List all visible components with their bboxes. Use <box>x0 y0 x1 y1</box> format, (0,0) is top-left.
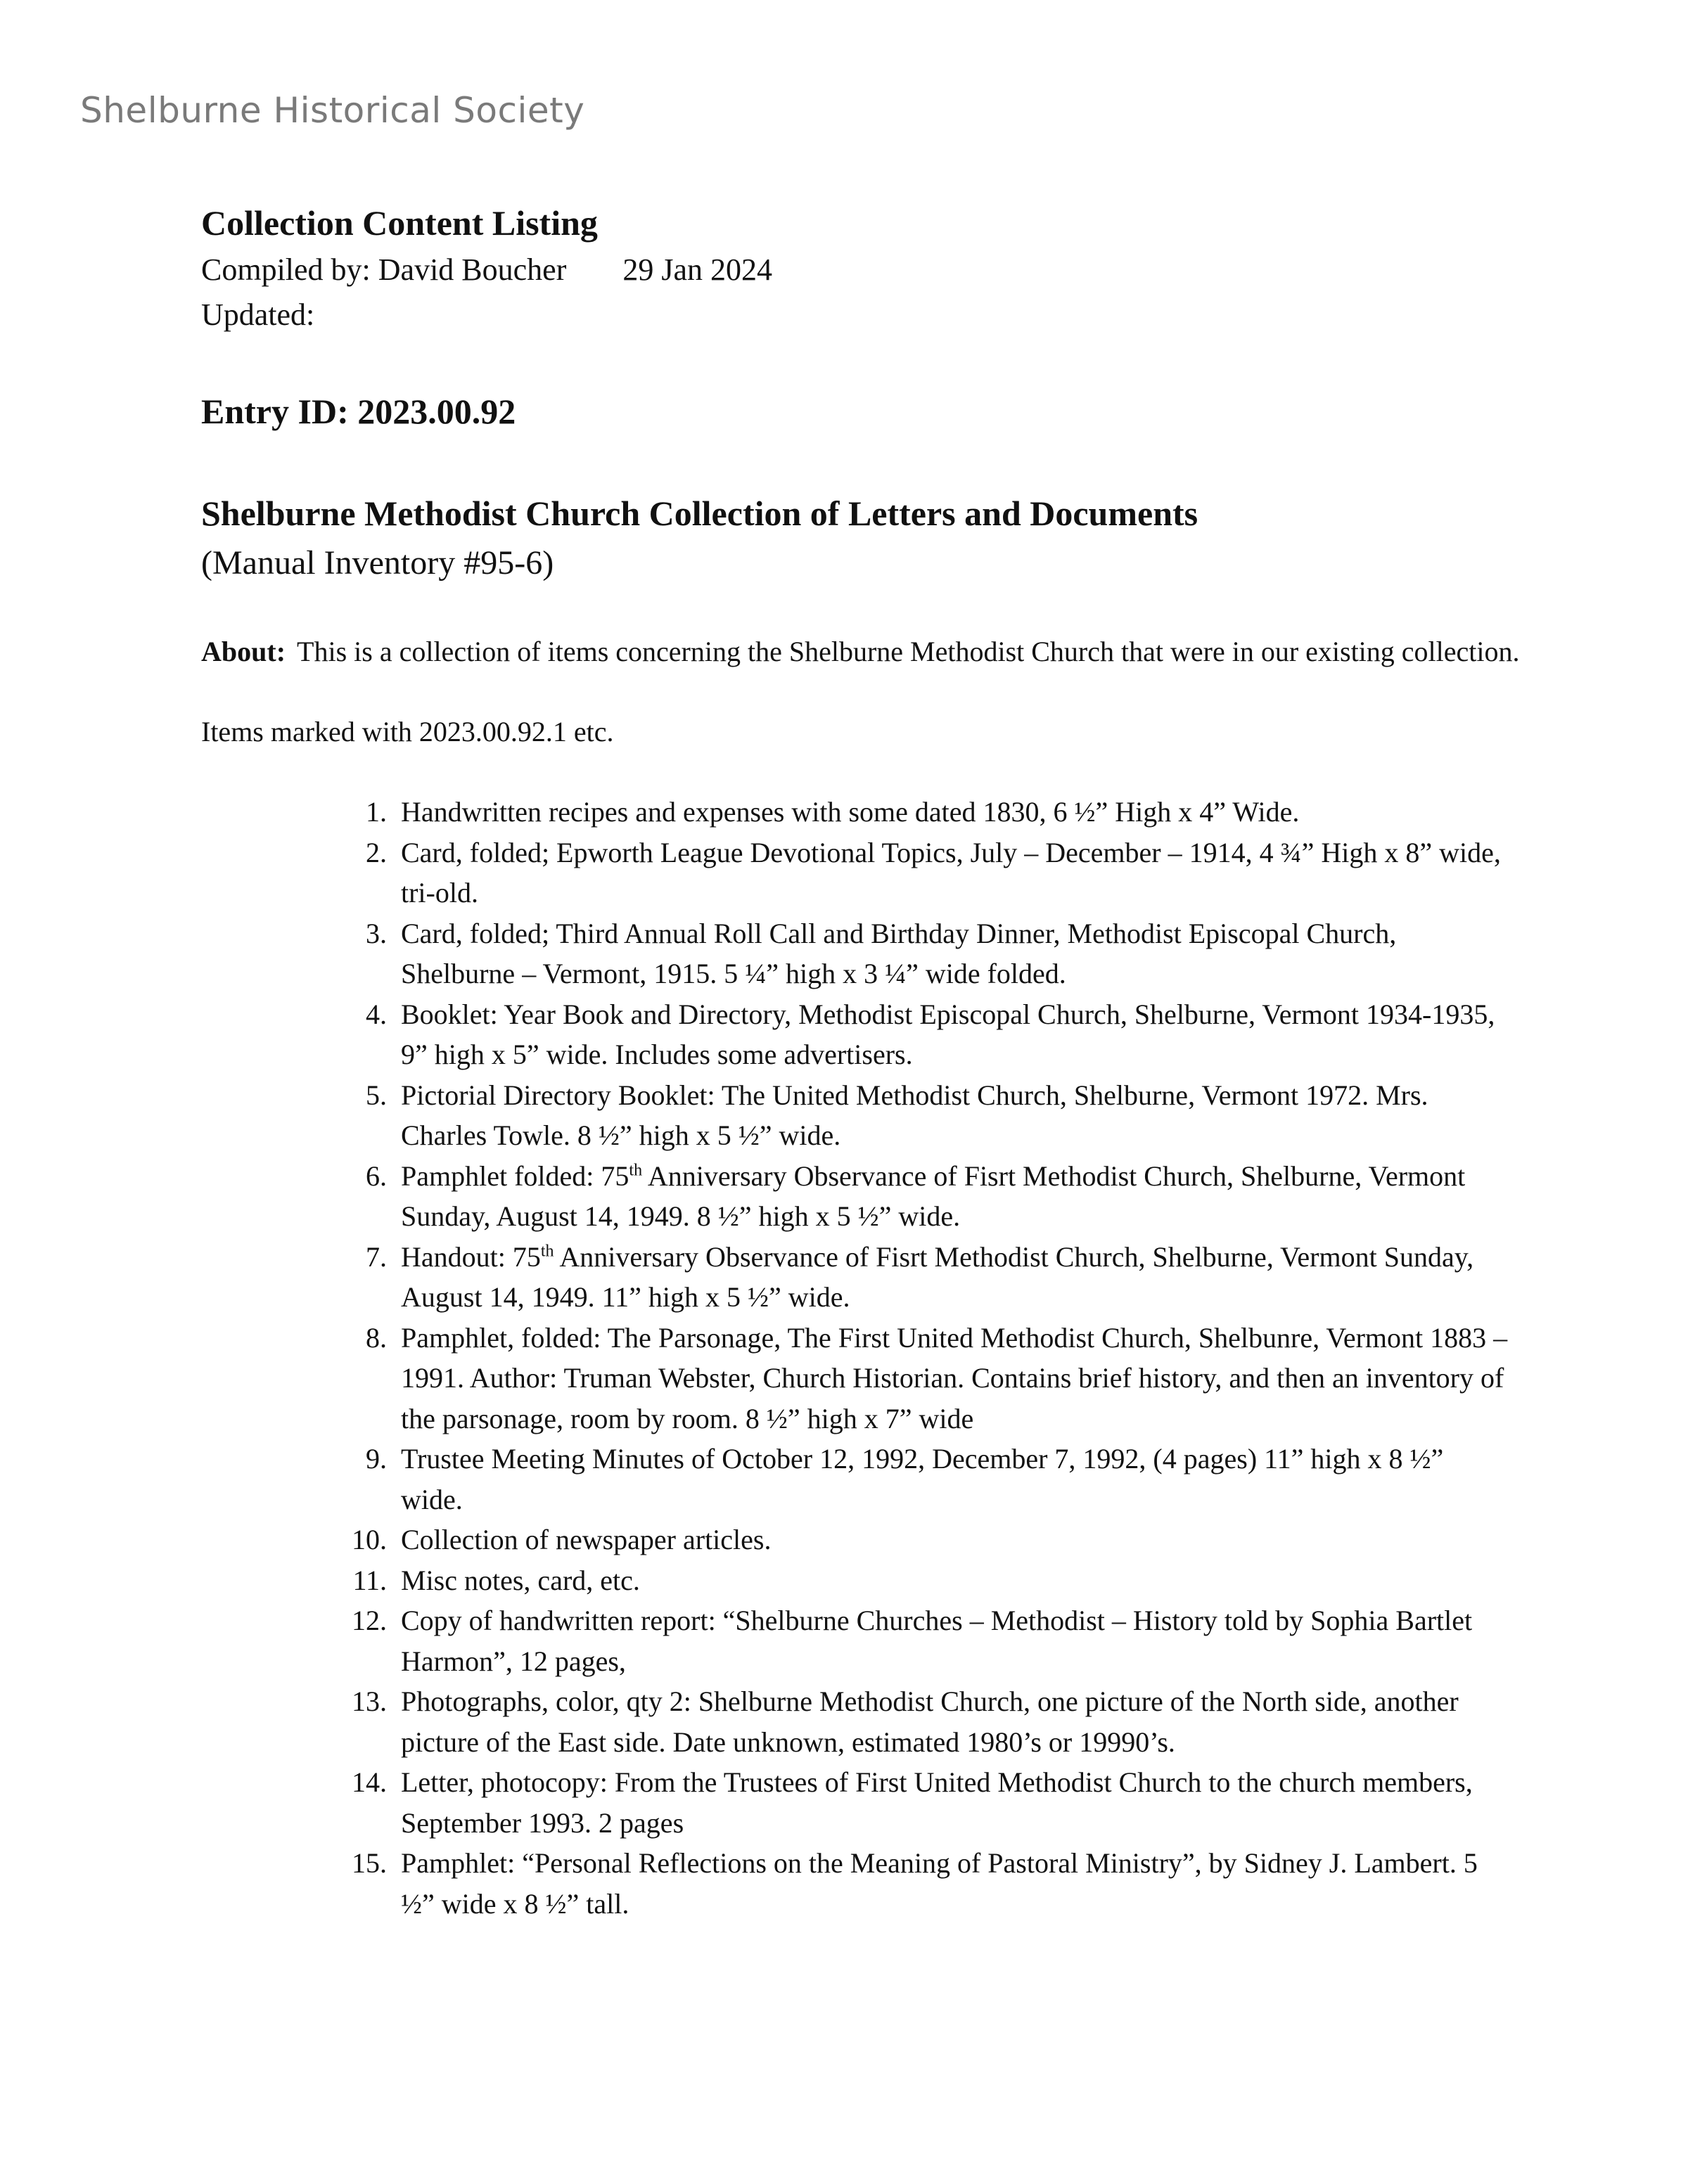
compiled-by: Compiled by: David Boucher <box>201 252 567 287</box>
list-item <box>366 1318 1523 1439</box>
about-text: This is a collection of items concerning the Shelburne Methodist Church that were in our existing collection. <box>297 636 1520 667</box>
list-item-number: 14. <box>352 1766 387 1798</box>
document-title: Collection Content Listing <box>201 203 598 243</box>
entry-id: Entry ID: 2023.00.92 <box>201 392 516 431</box>
list-item <box>366 994 1523 1075</box>
collection-title: Shelburne Methodist Church Collection of Letters and Documents <box>201 494 1198 533</box>
list-item-number: 8. <box>366 1321 387 1354</box>
list-item-number: 6. <box>366 1160 387 1192</box>
list-item <box>366 913 1523 994</box>
list-item-text: Collection of newspaper articles. <box>401 1524 772 1555</box>
list-item <box>366 792 1523 833</box>
marking-note: Items marked with 2023.00.92.1 etc. <box>201 716 614 747</box>
ordinal-suffix: th <box>629 1161 643 1180</box>
about-label: About: <box>201 636 286 667</box>
list-item-number: 3. <box>366 917 387 949</box>
list-item-text-continued: Anniversary Observance of Fisrt Methodist Church, Shelburne, Vermont Sunday, August 14, 1949. 8 ½” high x 5 ½” wide. <box>401 1160 1466 1232</box>
list-item-number: 13. <box>352 1685 387 1717</box>
list-item-number: 15. <box>352 1847 387 1879</box>
list-item <box>352 1600 1523 1681</box>
list-item-text: Handwritten recipes and expenses with some dated 1830, 6 ½” High x 4” Wide. <box>401 796 1300 828</box>
list-item-number: 2. <box>366 836 387 868</box>
list-item-number: 11. <box>352 1564 387 1596</box>
list-item-text: Pamphlet: “Personal Reflections on the Meaning of Pastoral Ministry”, by Sidney J. Lambert. 5 ½” wide x 8 ½” tall. <box>401 1847 1478 1920</box>
list-item <box>366 1439 1523 1520</box>
organization-header: Shelburne Historical Society <box>80 90 585 131</box>
list-item-number: 12. <box>352 1605 387 1636</box>
list-item-text: Handout: 75 <box>401 1240 541 1273</box>
list-item <box>352 1520 1523 1560</box>
list-item-text: Pictorial Directory Booklet: The United Methodist Church, Shelburne, Vermont 1972. Mrs. Charles Towle. 8 ½” high x 5 ½” wide. <box>401 1079 1428 1151</box>
list-item-text: Card, folded; Epworth League Devotional Topics, July – December – 1914, 4 ¾” High x 8” wide, tri-old. <box>401 836 1501 908</box>
list-item-number: 10. <box>352 1524 387 1555</box>
list-item <box>352 1560 1523 1601</box>
list-item-text: Misc notes, card, etc. <box>401 1564 640 1596</box>
list-item-text: Booklet: Year Book and Directory, Methodist Episcopal Church, Shelburne, Vermont 1934-1935, 9” high x 5” wide. Includes some advertisers. <box>401 998 1495 1070</box>
list-item-text-continued: Anniversary Observance of Fisrt Methodist Church, Shelburne, Vermont Sunday, August 14, 1949. 11” high x 5 ½” wide. <box>401 1240 1474 1313</box>
list-item-text: Pamphlet folded: 75 <box>401 1160 629 1192</box>
list-item <box>366 1237 1523 1318</box>
list-item <box>366 1156 1523 1237</box>
list-item-text: Trustee Meeting Minutes of October 12, 1992, December 7, 1992, (4 pages) 11” high x 8 ½” wide. <box>401 1443 1444 1515</box>
list-item-text: Pamphlet, folded: The Parsonage, The First United Methodist Church, Shelbunre, Vermont 1883 – 1991. Author: Truman Webster, Church Historian. Contains brief history, and then an inventory of the parsonage, room by room. 8 ½” high x 7” wide <box>401 1321 1508 1434</box>
compiled-date: 29 Jan 2024 <box>622 252 773 287</box>
list-item <box>352 1843 1523 1924</box>
about-paragraph <box>201 631 1523 672</box>
list-item <box>366 1075 1523 1156</box>
list-item <box>352 1762 1523 1843</box>
compiled-by-line <box>201 248 1523 293</box>
list-item-text: Card, folded; Third Annual Roll Call and Birthday Dinner, Methodist Episcopal Church, Shelburne – Vermont, 1915. 5 ¼” high x 3 ¼” wide folded. <box>401 917 1397 989</box>
list-item-number: 5. <box>366 1079 387 1111</box>
list-item-text: Letter, photocopy: From the Trustees of First United Methodist Church to the church members, September 1993. 2 pages <box>401 1766 1473 1839</box>
list-item <box>352 1681 1523 1762</box>
list-item-number: 7. <box>366 1240 387 1273</box>
inventory-reference: (Manual Inventory #95-6) <box>201 544 554 582</box>
list-item-number: 1. <box>366 796 387 828</box>
list-item-text: Copy of handwritten report: “Shelburne Churches – Methodist – History told by Sophia Bartlet Harmon”, 12 pages, <box>401 1605 1473 1677</box>
ordinal-suffix: th <box>540 1242 554 1261</box>
updated-line: Updated: <box>201 297 315 332</box>
document-body <box>201 198 1523 1924</box>
list-item-text: Photographs, color, qty 2: Shelburne Methodist Church, one picture of the North side, another picture of the East side. Date unknown, estimated 1980’s or 19990’s. <box>401 1685 1459 1758</box>
list-item-number: 4. <box>366 998 387 1030</box>
list-item <box>366 833 1523 913</box>
list-item-number: 9. <box>366 1443 387 1475</box>
item-list <box>201 792 1523 1924</box>
